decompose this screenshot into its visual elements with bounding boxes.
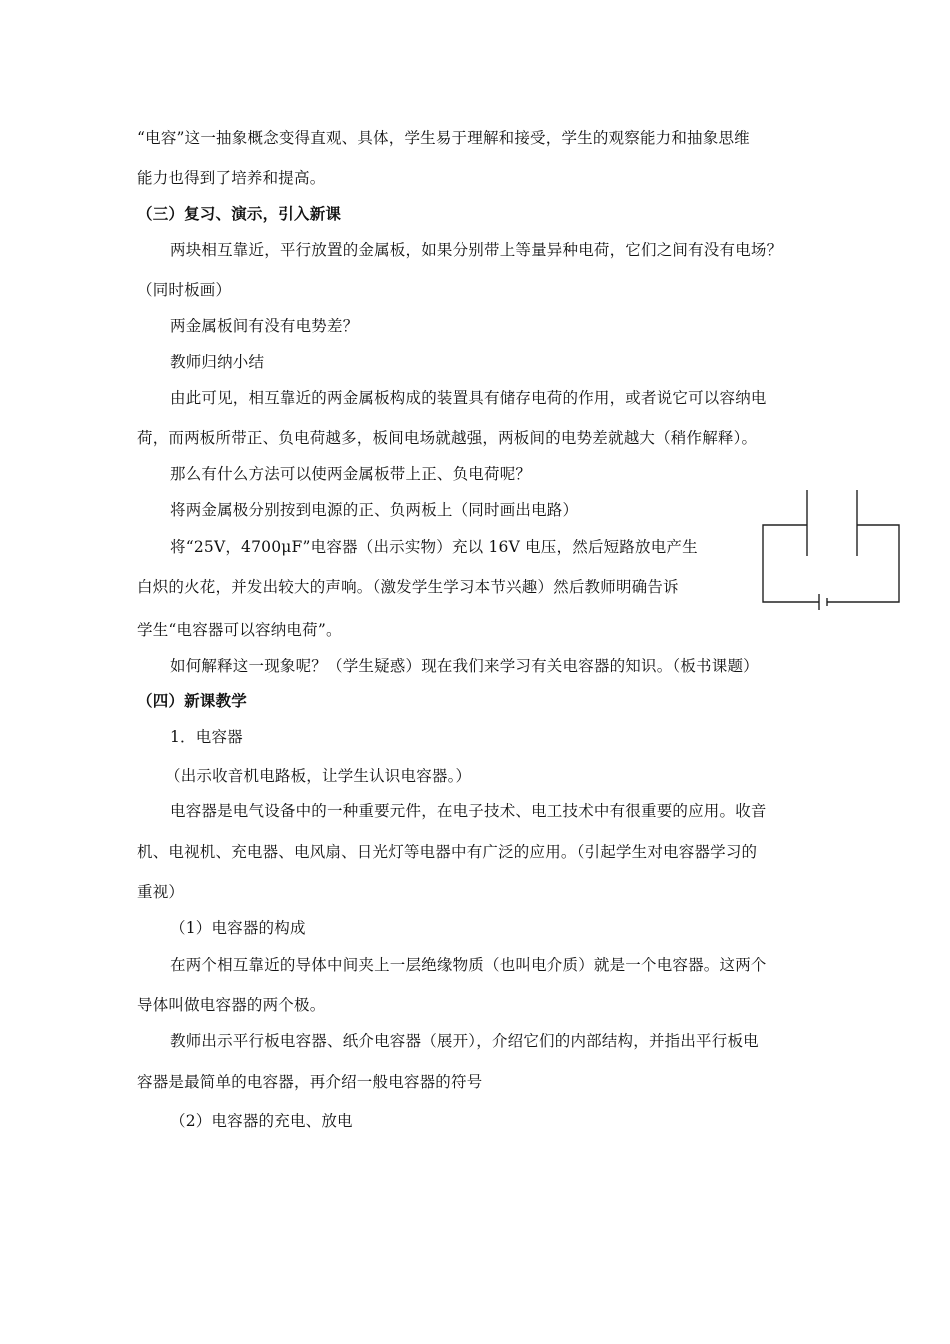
paragraph-line: 白炽的火花，并发出较大的声响。（激发学生学习本节兴趣）然后教师明确告诉 bbox=[137, 578, 679, 596]
paragraph-line: 那么有什么方法可以使两金属板带上正、负电荷呢？ bbox=[170, 465, 532, 483]
paragraph-line: 能力也得到了培养和提高。 bbox=[137, 169, 326, 187]
capacitor-circuit-diagram bbox=[758, 486, 904, 610]
left-wire bbox=[763, 525, 819, 602]
paragraph-line: 两块相互靠近，平行放置的金属板，如果分别带上等量异种电荷，它们之间有没有电场？ bbox=[170, 241, 783, 259]
subsection-heading: （1）电容器的构成 bbox=[170, 919, 306, 937]
paragraph-line: 两金属板间有没有电势差？ bbox=[170, 317, 359, 335]
section-heading: （三）复习、演示，引入新课 bbox=[137, 204, 342, 223]
paragraph-line: 将“25V，4700μF”电容器（出示实物）充以 16V 电压，然后短路放电产生 bbox=[170, 538, 698, 556]
paragraph-line: 如何解释这一现象呢？（学生疑惑）现在我们来学习有关电容器的知识。（板书课题） bbox=[170, 657, 759, 675]
subsection-heading: 1．电容器 bbox=[170, 728, 243, 746]
paragraph-line: 机、电视机、充电器、电风扇、日光灯等电器中有广泛的应用。（引起学生对电容器学习的 bbox=[137, 843, 758, 861]
paragraph-line: 在两个相互靠近的导体中间夹上一层绝缘物质（也叫电介质）就是一个电容器。这两个 bbox=[170, 956, 767, 974]
paragraph-line: 电容器是电气设备中的一种重要元件，在电子技术、电工技术中有很重要的应用。收音 bbox=[170, 802, 767, 820]
paragraph-line: 重视） bbox=[137, 883, 185, 901]
paragraph-line: 由此可见，相互靠近的两金属板构成的装置具有储存电荷的作用，或者说它可以容纳电 bbox=[170, 389, 767, 407]
paragraph-line: （同时板画） bbox=[137, 281, 232, 299]
paragraph-line: 教师出示平行板电容器、纸介电容器（展开），介绍它们的内部结构，并指出平行板电 bbox=[170, 1032, 759, 1050]
paragraph-line: 导体叫做电容器的两个极。 bbox=[137, 996, 326, 1014]
paragraph-line: “电容”这一抽象概念变得直观、具体，学生易于理解和接受，学生的观察能力和抽象思维 bbox=[137, 129, 750, 147]
paragraph-line: 教师归纳小结 bbox=[170, 353, 265, 371]
paragraph-line: 将两金属极分别按到电源的正、负两板上（同时画出电路） bbox=[170, 501, 579, 519]
section-heading: （四）新课教学 bbox=[137, 691, 247, 710]
subsection-heading: （2）电容器的充电、放电 bbox=[170, 1112, 353, 1130]
paragraph-line: 荷，而两板所带正、负电荷越多，板间电场就越强，两板间的电势差就越大（稍作解释）。 bbox=[137, 429, 758, 447]
right-wire bbox=[827, 525, 899, 602]
paragraph-line: （出示收音机电路板，让学生认识电容器。） bbox=[165, 767, 472, 785]
paragraph-line: 容器是最简单的电容器，再介绍一般电容器的符号 bbox=[137, 1073, 483, 1091]
paragraph-line: 学生“电容器可以容纳电荷”。 bbox=[137, 621, 342, 639]
